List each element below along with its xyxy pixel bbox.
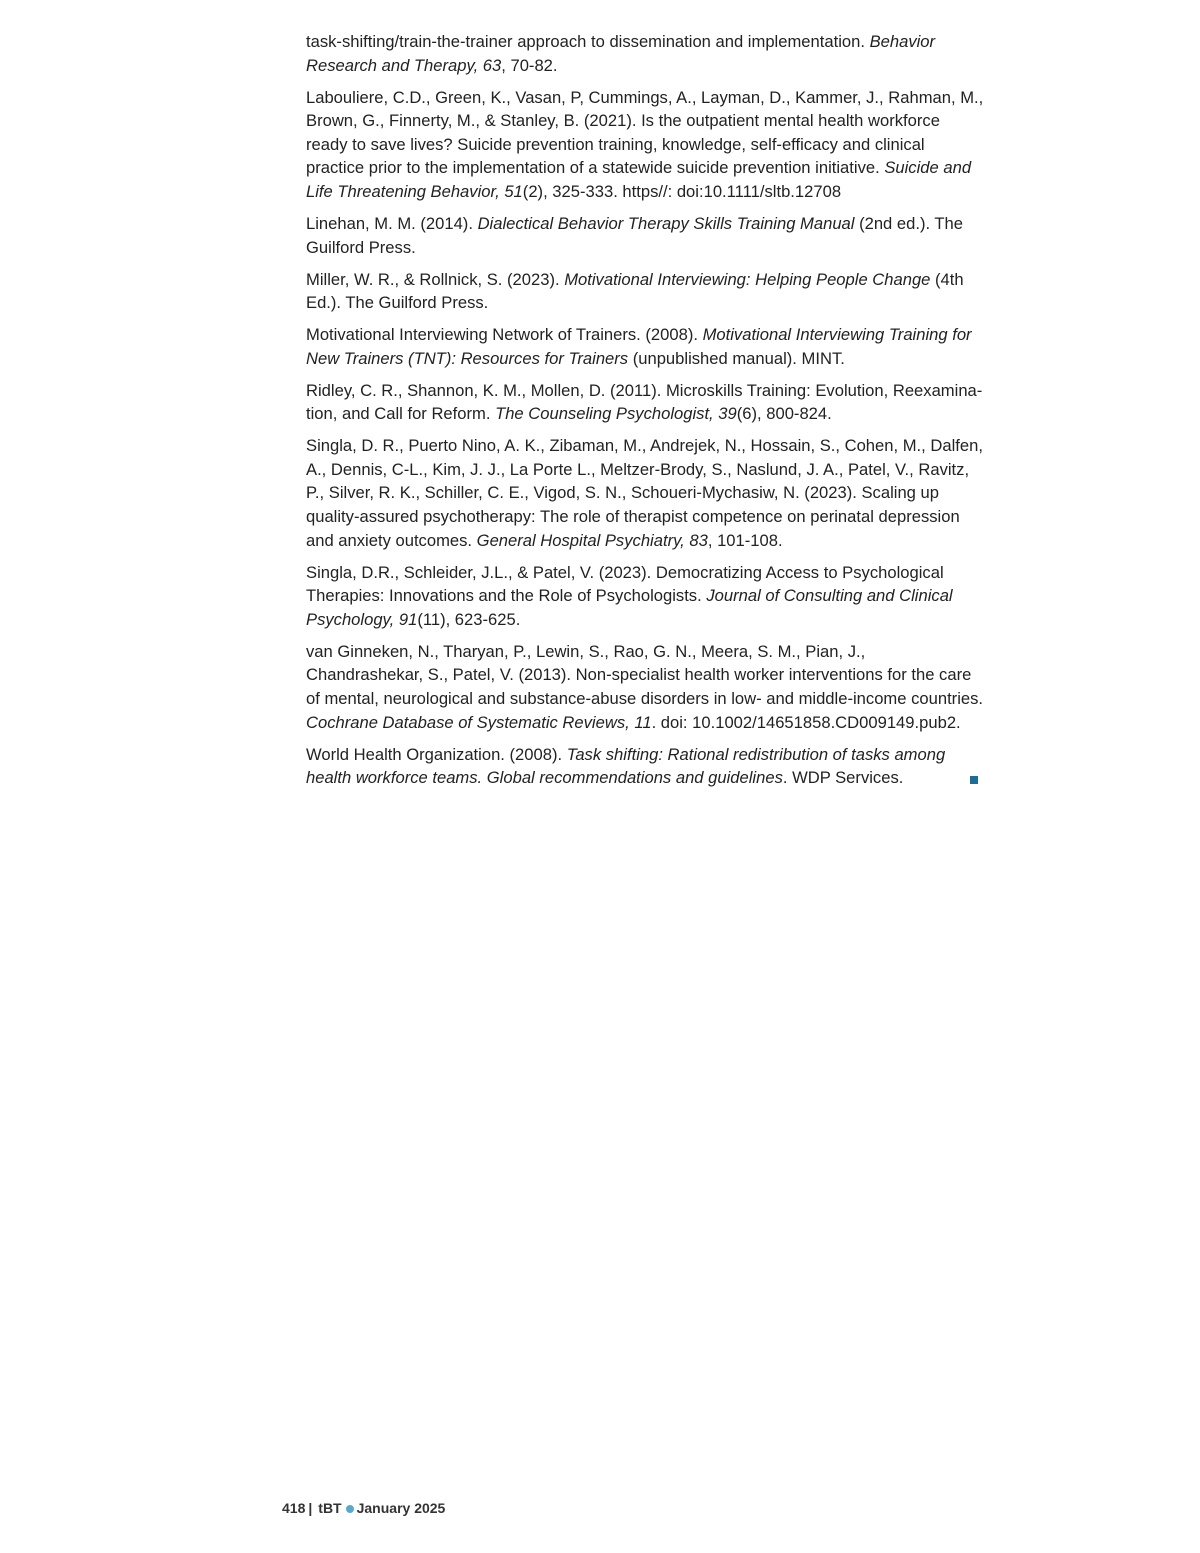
- reference-text: . WDP Services.: [782, 768, 904, 788]
- reference-entry: [306, 434, 986, 552]
- reference-entry: [306, 561, 986, 632]
- reference-entry: [306, 640, 986, 734]
- journal-name: tBT: [318, 1500, 342, 1516]
- reference-text: (6), 800-824.: [736, 404, 832, 424]
- reference-source-title: Dialectical Behavior Therapy Skills Training Manual: [477, 213, 855, 233]
- reference-source-title: Task shifting: Rational redistribution of tasks among health workforce teams. Global recommendations and guidelines: [306, 744, 946, 788]
- reference-text: Labouliere, C.D., Green, K., Vasan, P, Cummings, A., Layman, D., Kammer, J., Rahman, M., Brown, G., Finnerty, M., & Stanley, B. (2021). Is the outpatient mental health workforce ready to save lives? Suicide prevention training, knowledge, self-efficacy and clinical practice prior to the implementation of a statewide suicide prevention initiative.: [306, 87, 984, 178]
- reference-source-title: Journal of Consulting and Clinical Psychology, 91: [306, 586, 953, 629]
- issue-date: January 2025: [356, 1500, 446, 1516]
- reference-text: , 70-82.: [501, 55, 558, 75]
- reference-source-title: General Hospital Psychiatry, 83: [476, 530, 708, 550]
- reference-text: Ridley, C. R., Shannon, K. M., Mollen, D. (2011). Microskills Training: Evolution, Reexamination, and Call for Reform.: [306, 380, 983, 424]
- reference-entry: [306, 86, 986, 204]
- reference-source-title: Cochrane Database of Systematic Reviews, 11: [306, 712, 652, 732]
- reference-entry: [306, 743, 986, 790]
- reference-entry: [306, 323, 986, 370]
- reference-text: (11), 623-625.: [417, 609, 521, 629]
- reference-text: , 101-108.: [707, 530, 783, 550]
- reference-text: Singla, D.R., Schleider, J.L., & Patel, V. (2023). Democratizing Access to Psychological Therapies: Innovations and the Role of Psychologists.: [306, 562, 944, 606]
- reference-entry: [306, 212, 986, 259]
- page-footer: [282, 1500, 445, 1516]
- reference-text: (4th Ed.). The Guilford Press.: [306, 269, 964, 313]
- reference-entry: [306, 30, 986, 77]
- reference-source-title: Motivational Interviewing Training for New Trainers (TNT): Resources for Trainers: [306, 325, 972, 368]
- reference-text: (unpublished manual). MINT.: [628, 348, 845, 368]
- reference-text: (2nd ed.). The Guilford Press.: [306, 213, 964, 257]
- reference-source-title: The Counseling Psychologist, 39: [495, 404, 737, 424]
- reference-list: [306, 30, 986, 798]
- reference-source-title: Behavior Research and Therapy, 63: [306, 32, 936, 75]
- reference-text: (2), 325-333. https//: doi:10.1111/sltb.12708: [522, 181, 842, 201]
- reference-text: task-shifting/train-the-trainer approach to dissemination and implementation.: [306, 32, 870, 51]
- reference-source-title: Suicide and Life Threatening Behavior, 51: [306, 158, 972, 201]
- reference-text: World Health Organization. (2008).: [306, 744, 567, 764]
- footer-dot-icon: [346, 1505, 354, 1513]
- reference-entry: [306, 379, 986, 426]
- page-number: 418: [282, 1500, 306, 1516]
- reference-text: Singla, D. R., Puerto Nino, A. K., Zibaman, M., Andrejek, N., Hossain, S., Cohen, M., Dalfen, A., Dennis, C-L., Kim, J. J., La Porte L., Meltzer-Brody, S., Naslund, J. A., Patel, V., Ravitz, P., Silver, R. K., Schiller, C. E., Vigod, S. N., Schoueri-Mychasiw, N. (2023). Scaling up quality-assured psychotherapy: The role of therapist competence on perinatal depression and anxiety outcomes.: [306, 436, 983, 550]
- reference-text: Miller, W. R., & Rollnick, S. (2023).: [306, 269, 565, 289]
- footer-separator: |: [308, 1500, 313, 1516]
- reference-text: Motivational Interviewing Network of Trainers. (2008).: [306, 325, 703, 345]
- reference-entry: [306, 268, 986, 315]
- reference-text: van Ginneken, N., Tharyan, P., Lewin, S., Rao, G. N., Meera, S. M., Pian, J., Chandrashekar, S., Patel, V. (2013). Non-specialist health worker interventions for the care of mental, neurological and substance-abuse disorders in low- and middle-income countries.: [306, 641, 984, 708]
- reference-source-title: Motivational Interviewing: Helping People Change: [564, 269, 931, 289]
- reference-text: Linehan, M. M. (2014).: [306, 213, 478, 233]
- reference-text: . doi: 10.1002/14651858.CD009149.pub2.: [651, 712, 961, 732]
- end-of-article-square-icon: [970, 776, 978, 784]
